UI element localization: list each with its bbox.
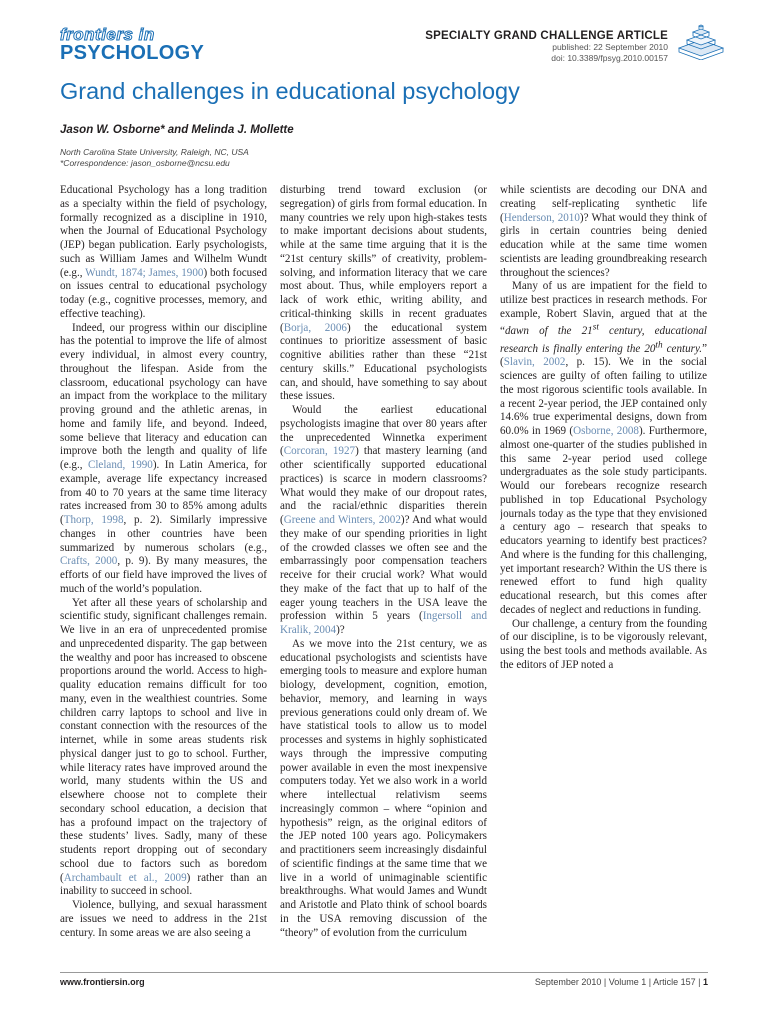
affiliation-line: North Carolina State University, Raleigh, NC, USA <box>60 147 249 157</box>
correspondence-line: *Correspondence: jason_osborne@ncsu.edu <box>60 158 230 168</box>
footer-divider <box>60 972 708 973</box>
page-number: 1 <box>702 977 708 987</box>
stacked-blocks-icon <box>675 24 727 65</box>
body-column-1 <box>60 184 267 944</box>
paragraph: while scientists are decoding our DNA and creating self-replicating synthetic life (Henderson, 2010)? What would they think of girls in certain countries being denied education while at the same time women scientists are leading groundbreaking research throughout the sciences? <box>500 184 707 279</box>
article-meta <box>425 30 668 64</box>
journal-logo <box>60 26 204 63</box>
doi-text: doi: 10.3389/fpsyg.2010.00157 <box>551 53 668 63</box>
paragraph: Educational Psychology has a long tradition as a specialty within the field of psychology, formally recognized as a discipline in 1910, when the Journal of Educational Psychology (JEP) began publication. Early psychologists, such as William James and Wilhelm Wundt (e.g., Wundt, 1874; James, 1900) both focused on issues central to educational psychology today (e.g., cognitive processes, memory, and effective teaching). <box>60 184 267 320</box>
footer-issue-text: September 2010 | Volume 1 | Article 157 | <box>534 977 701 987</box>
logo-psychology-text: PSYCHOLOGY <box>60 42 205 64</box>
article-type-label: SPECIALTY GRAND CHALLENGE ARTICLE <box>425 30 668 42</box>
paragraph: Indeed, our progress within our discipline has the potential to improve the life of almost every individual, in almost every country, throughout the lifespan. Aside from the classroom, educational psychology can have an impact from the workplace to the military proving ground and the athletic arenas, in home and family life, and beyond. Indeed, some believe that literacy and education can improve both the length and quality of life (e.g., Cleland, 1990). In Latin America, for example, average life expectancy increased from 40 to 70 years at the same time literacy rates increased from 30 to 85% among adults (Thorp, 1998, p. 2). Similarly impressive changes in other countries have been summarized by numerous scholars (e.g., Crafts, 2000, p. 9). By many measures, the efforts of our field have improved the lives of much of the world’s population. <box>60 321 267 595</box>
paragraph: disturbing trend toward exclusion (or segregation) of girls from formal education. In many countries we rely upon high-stakes tests to make important decisions about students, while at the same time arguing that it is the “21st century skills” of creativity, problem-solving, and information literacy that we care most about. Thus, while employers report a lack of work ethic, writing ability, and critical-thinking skills in recent graduates (Borja, 2006) the educational system continues to prioritize assessment of basic cognitive abilities rather than these “21st century skills.” Educational psychologists can, and should, have something to say about these issues. <box>280 184 487 403</box>
paragraph: Violence, bullying, and sexual harassment are issues we need to address in the 21st century. In some areas we are also seeing a <box>60 899 267 939</box>
logo-frontiers-text: frontiers in <box>60 25 155 44</box>
paragraph: Our challenge, a century from the founding of our discipline, is to be vigorously relevant, using the best tools and methods available. As the editors of JEP noted a <box>500 617 707 671</box>
author-list: Jason W. Osborne* and Melinda J. Mollette <box>60 124 294 136</box>
footer-url-link[interactable]: www.frontiersin.org <box>60 977 145 987</box>
paragraph: As we move into the 21st century, we as educational psychologists and scientists have emerging tools to measure and explore human biology, development, cognition, emotion, behavior, memory, and learning in ways previous generations could only dream of. We have statistical tools to allow us to model processes and systems in highly sophisticated ways through the impressive computing power available in even the most inexpensive computers today. Yet we also work in a world where intellectual relativism seems increasingly common – where “opinion and hypothesis” reign, as the original editors of the JEP noted 100 years ago. Policymakers and practitioners seem increasingly disdainful of scientific findings at the same time that we live in a world of unimaginable scientific breakthroughs. What would James and Wundt and Aristotle and Plato think of school boards in the USA removing discussion of the “theory” of evolution from the curriculum <box>280 637 487 939</box>
body-column-3 <box>500 184 707 944</box>
paragraph: Many of us are impatient for the field to utilize best practices in research methods. For example, Robert Slavin, argued that at the “dawn of the 21st century, educational research is finally entering the 20th century.” (Slavin, 2002, p. 15). We in the social sciences are guilty of often failing to utilize the most rigorous scientific tools available. In a recent 2-year period, the JEP contained only 14.6% true experimental designs, down from 60.0% in 1969 (Osborne, 2008). Furthermore, almost one-quarter of the studies published in this same 2-year period used college undergraduates as the sole study participants. Would our forebears recognize research published in top Educational Psychology journals today as the type that they envisioned a century ago – research that speaks to educators yearning to identify best practices? And where is the funding for this challenging, yet important research? Within the US there is renewed effort to fund high quality educational research, but this comes after decades of neglect and reductions in funding. <box>500 280 707 616</box>
article-title: Grand challenges in educational psychology <box>60 78 520 104</box>
paragraph: Yet after all these years of scholarship and scientific study, significant challenges remain. We live in an era of unprecedented promise and unprecedented disparity. The gap between the wealthy and poor has increased to obscene proportions around the world. Access to high-quality education remains difficult for too many, even in the wealthiest countries. Some children carry laptops to school and live in constant connection with the resources of the internet, while in some areas students risk physical danger just to go to school. Further, while literacy rates have improved around the world, many students within the US and elsewhere choose not to complete their secondary school education, a decision that has a profound impact on the trajectory of these students’ lives. Sadly, many of these students report dropping out of secondary school due to factors such as boredom (Archambault et al., 2009) rather than an inability to succeed in school. <box>60 596 267 898</box>
published-date: published: 22 September 2010 <box>552 42 668 52</box>
paragraph: Would the earliest educational psychologists imagine that over 80 years after the unprecedented Winnetka experiment (Corcoran, 1927) that mastery learning (and other scientifically supported educational practices) is scarce in modern classrooms? What would they make of our dropout rates, and the racial/ethnic disparities therein (Greene and Winters, 2002)? And what would they make of our spending priorities in light of the crowded classes we often see and the embarrassingly poor compensation teachers receive for their crucial work? What would they make of the fact that up to half of the eager young teachers in the USA leave the profession within 5 years (Ingersoll and Kralik, 2004)? <box>280 404 487 636</box>
body-column-2 <box>280 184 487 944</box>
footer-issue-info <box>535 977 708 987</box>
author-affiliations <box>60 147 249 169</box>
